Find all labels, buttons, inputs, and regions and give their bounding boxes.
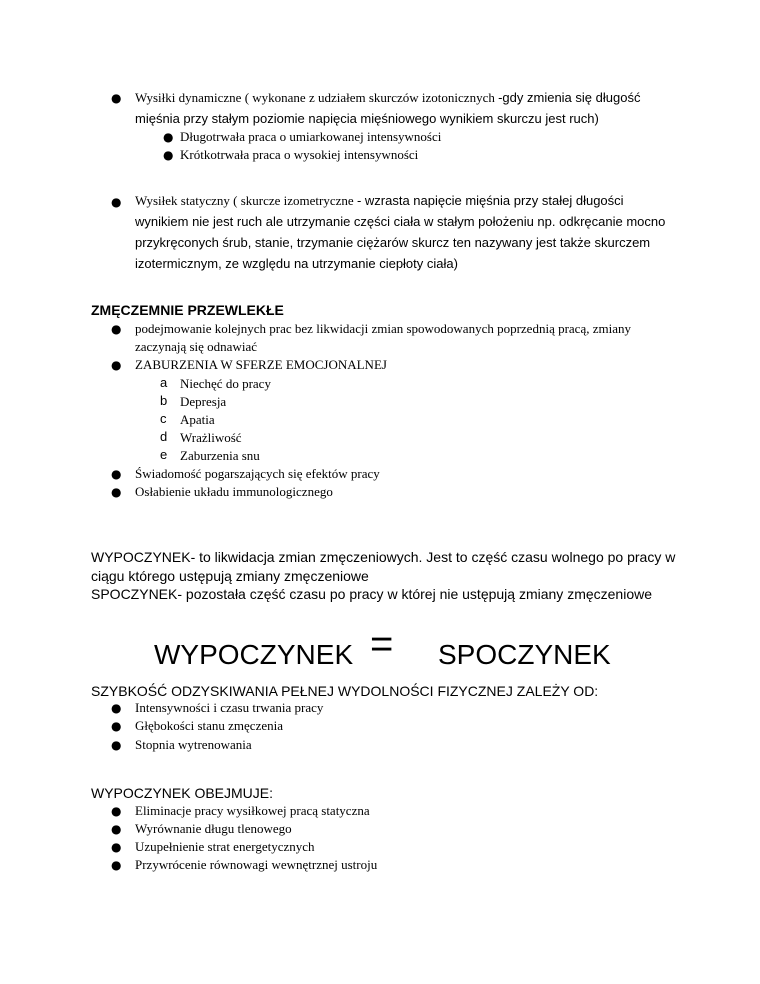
bullet-icon: ● [111,485,122,499]
sublist-marker: d [160,429,168,444]
bullet-icon: ● [111,322,122,336]
bullet-icon: ● [163,148,174,162]
chronic-fatigue-heading: ZMĘCZEMNIE PRZEWLEKŁE [91,302,284,318]
includes-item: Wyrównanie długu tlenowego [135,821,292,836]
sublist-item: Depresja [180,394,227,409]
dynamic-effort-lead-rest: -gdy zmienia się długość [498,90,641,105]
static-effort-line4: izotermicznym, ze względu na utrzymanie ciepłoty ciała) [135,256,458,271]
fatigue-item1-line1: podejmowanie kolejnych prac bez likwidacji zmian spowodowanych poprzednią pracą, zmiany [135,321,631,336]
static-effort-lead-rest: - wzrasta napięcie mięśnia przy stałej długości [356,193,624,208]
fatigue-item2: ZABURZENIA W SFERZE EMOCJONALNEJ [135,357,387,372]
bullet-icon: ● [111,822,122,836]
includes-item: Eliminacje pracy wysiłkowej pracą statyczna [135,803,370,818]
sublist-item: Niechęć do pracy [180,376,271,391]
fatigue-item1-line2: zaczynają się odnawiać [135,339,257,354]
includes-item: Uzupełnienie strat energetycznych [135,839,315,854]
sublist-item: Apatia [180,412,215,427]
recovery-item: Stopnia wytrenowania [135,737,252,752]
equation-right: SPOCZYNEK [438,639,611,670]
fatigue-item3: Świadomość pogarszających się efektów pracy [135,466,380,481]
dynamic-subitem: Długotrwała praca o umiarkowanej intensywności [180,129,442,144]
bullet-icon: ● [111,840,122,854]
bullet-icon: ● [111,719,122,733]
bullet-icon: ● [111,91,122,105]
dynamic-effort-line1 [135,90,640,106]
bullet-icon: ● [111,701,122,715]
includes-heading: WYPOCZYNEK OBEJMUJE: [91,785,274,801]
fatigue-item4: Osłabienie układu immunologicznego [135,484,333,499]
dynamic-effort-lead: Wysiłki dynamiczne ( wykonane z udziałem skurczów izotonicznych [135,90,499,105]
bullet-icon: ● [111,467,122,481]
recovery-item: Głębokości stanu zmęczenia [135,718,283,733]
sublist-item: Zaburzenia snu [180,448,260,463]
static-effort-line1 [135,193,624,209]
dynamic-subitem: Krótkotrwała praca o wysokiej intensywności [180,147,419,162]
sublist-marker: a [160,375,168,390]
equation-symbol: = [370,622,394,666]
bullet-icon: ● [111,858,122,872]
equation-left: WYPOCZYNEK [154,639,354,670]
rest-definition-line1: WYPOCZYNEK- to likwidacja zmian zmęczeniowych. Jest to część czasu wolnego po pracy w [91,549,676,565]
static-effort-line2: wynikiem nie jest ruch ale utrzymanie części ciała w stałym położeniu np. odkręcanie mocno [135,214,666,229]
recovery-heading: SZYBKOŚĆ ODZYSKIWANIA PEŁNEJ WYDOLNOŚCI FIZYCZNEJ ZALEŻY OD: [91,683,599,699]
recovery-item: Intensywności i czasu trwania pracy [135,700,324,715]
sublist-marker: c [160,411,167,426]
sublist-marker: b [160,393,168,408]
bullet-icon: ● [163,130,174,144]
bullet-icon: ● [111,804,122,818]
bullet-icon: ● [111,358,122,372]
sublist-marker: e [160,447,168,462]
sublist-item: Wrażliwość [180,430,242,445]
bullet-icon: ● [111,738,122,752]
dynamic-effort-line2: mięśnia przy stałym poziomie napięcia mięśniowego wynikiem skurczu jest ruch) [135,111,599,126]
rest-definition-line2: ciągu którego ustępują zmiany zmęczeniowe [91,568,369,584]
static-effort-line3: przykręconych śrub, stanie, trzymanie ciężarów skurcz ten nazywany jest także skurczem [135,235,651,250]
static-effort-lead: Wysiłek statyczny ( skurcze izometryczne [135,193,357,208]
bullet-icon: ● [111,195,122,209]
repose-definition: SPOCZYNEK- pozostała część czasu po pracy w której nie ustępują zmiany zmęczeniowe [91,586,653,602]
includes-item: Przywrócenie równowagi wewnętrznej ustroju [135,857,378,872]
